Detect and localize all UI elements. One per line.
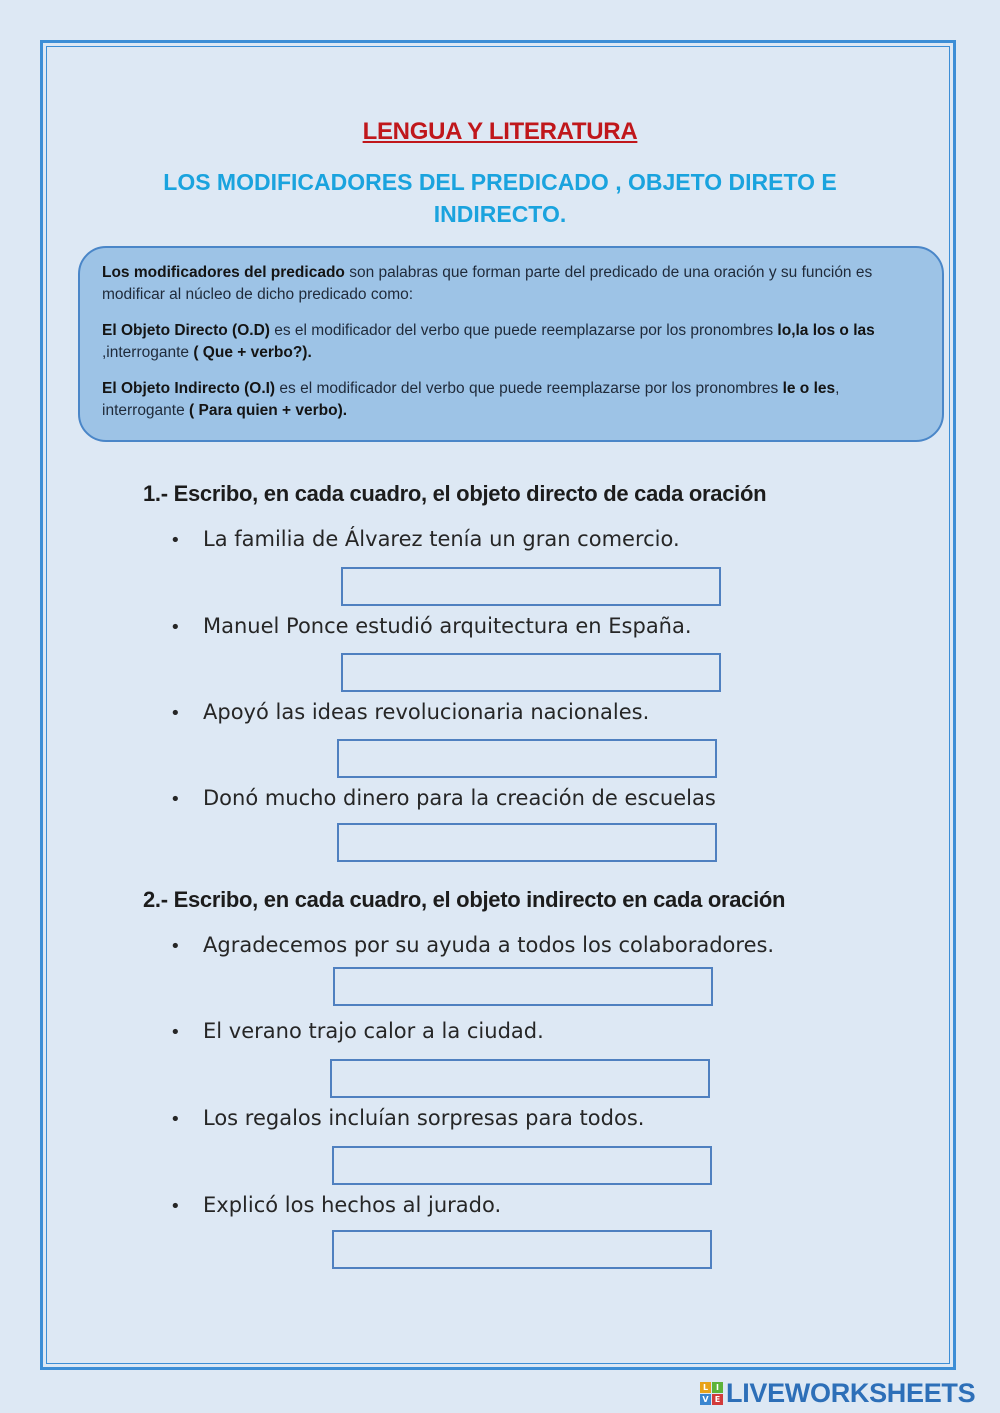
od-pronouns: lo,la los o las xyxy=(777,322,875,339)
exercise-1-sentence-3 xyxy=(170,700,649,724)
oi-text-2: , interrogante xyxy=(102,380,840,419)
bullet-icon: • xyxy=(170,936,181,957)
logo-mark-letter: L xyxy=(700,1382,711,1393)
page-title: LENGUA Y LITERATURA xyxy=(362,118,638,145)
liveworksheets-logo[interactable] xyxy=(700,1378,975,1408)
logo-mark-icon xyxy=(700,1382,723,1405)
sentence-text: Agradecemos por su ayuda a todos los colaboradores. xyxy=(203,933,775,957)
bullet-icon: • xyxy=(170,703,181,724)
exercise-2-sentence-2 xyxy=(170,1019,544,1043)
answer-input-2-4[interactable] xyxy=(332,1230,712,1269)
exercise-1-sentence-2 xyxy=(170,614,692,638)
exercise-1-sentence-4 xyxy=(170,786,716,810)
answer-input-1-4[interactable] xyxy=(337,823,717,862)
sentence-text: El verano trajo calor a la ciudad. xyxy=(203,1019,544,1043)
logo-mark-letter: E xyxy=(712,1394,723,1405)
definition-paragraph-2 xyxy=(102,320,920,364)
oi-pronouns: le o les xyxy=(782,380,836,397)
od-text: es el modificador del verbo que puede reemplazarse por los pronombres xyxy=(269,322,778,339)
answer-input-2-2[interactable] xyxy=(330,1059,710,1098)
definition-paragraph-1 xyxy=(102,262,920,306)
logo-mark-letter: V xyxy=(700,1394,711,1405)
exercise-2-sentence-3 xyxy=(170,1106,644,1130)
sentence-text: Donó mucho dinero para la creación de escuelas xyxy=(203,786,716,810)
answer-input-2-3[interactable] xyxy=(332,1146,712,1185)
definition-paragraph-3 xyxy=(102,378,920,422)
section-1-title: 1.- Escribo, en cada cuadro, el objeto directo de cada oración xyxy=(143,481,767,506)
answer-input-1-3[interactable] xyxy=(337,739,717,778)
sentence-text: Apoyó las ideas revolucionaria nacionales. xyxy=(203,700,650,724)
sentence-text: Los regalos incluían sorpresas para todos. xyxy=(203,1106,645,1130)
page-subtitle: LOS MODIFICADORES DEL PREDICADO , OBJETO DIRETO E INDIRECTO. xyxy=(163,169,837,227)
exercise-2-sentence-4 xyxy=(170,1193,501,1217)
bullet-icon: • xyxy=(170,1196,181,1217)
logo-text: LIVEWORKSHEETS xyxy=(726,1377,976,1408)
sentence-text: Explicó los hechos al jurado. xyxy=(203,1193,502,1217)
bullet-icon: • xyxy=(170,789,181,810)
od-text-2: ,interrogante xyxy=(102,344,194,361)
answer-input-1-2[interactable] xyxy=(341,653,721,692)
logo-mark-letter: I xyxy=(712,1382,723,1393)
od-question: ( Que + verbo?). xyxy=(193,344,312,361)
section-2-title: 2.- Escribo, en cada cuadro, el objeto indirecto en cada oración xyxy=(143,887,786,912)
oi-text: es el modificador del verbo que puede reemplazarse por los pronombres xyxy=(275,380,783,397)
sentence-text: La familia de Álvarez tenía un gran comercio. xyxy=(203,527,680,551)
definition-box xyxy=(78,246,944,442)
oi-term: El Objeto Indirecto (O.I) xyxy=(102,380,276,397)
bullet-icon: • xyxy=(170,617,181,638)
exercise-1-sentence-1 xyxy=(170,527,680,551)
definition-text: son palabras que forman parte del predicado de una oración y su función es modificar al núcleo de dicho predicado como: xyxy=(102,264,873,303)
definition-term: Los modificadores del predicado xyxy=(102,264,345,281)
sentence-text: Manuel Ponce estudió arquitectura en España. xyxy=(203,614,692,638)
od-term: El Objeto Directo (O.D) xyxy=(102,322,270,339)
bullet-icon: • xyxy=(170,530,181,551)
bullet-icon: • xyxy=(170,1022,181,1043)
bullet-icon: • xyxy=(170,1109,181,1130)
answer-input-1-1[interactable] xyxy=(341,567,721,606)
exercise-2-sentence-1 xyxy=(170,933,774,957)
answer-input-2-1[interactable] xyxy=(333,967,713,1006)
oi-question: ( Para quien + verbo). xyxy=(189,402,348,419)
